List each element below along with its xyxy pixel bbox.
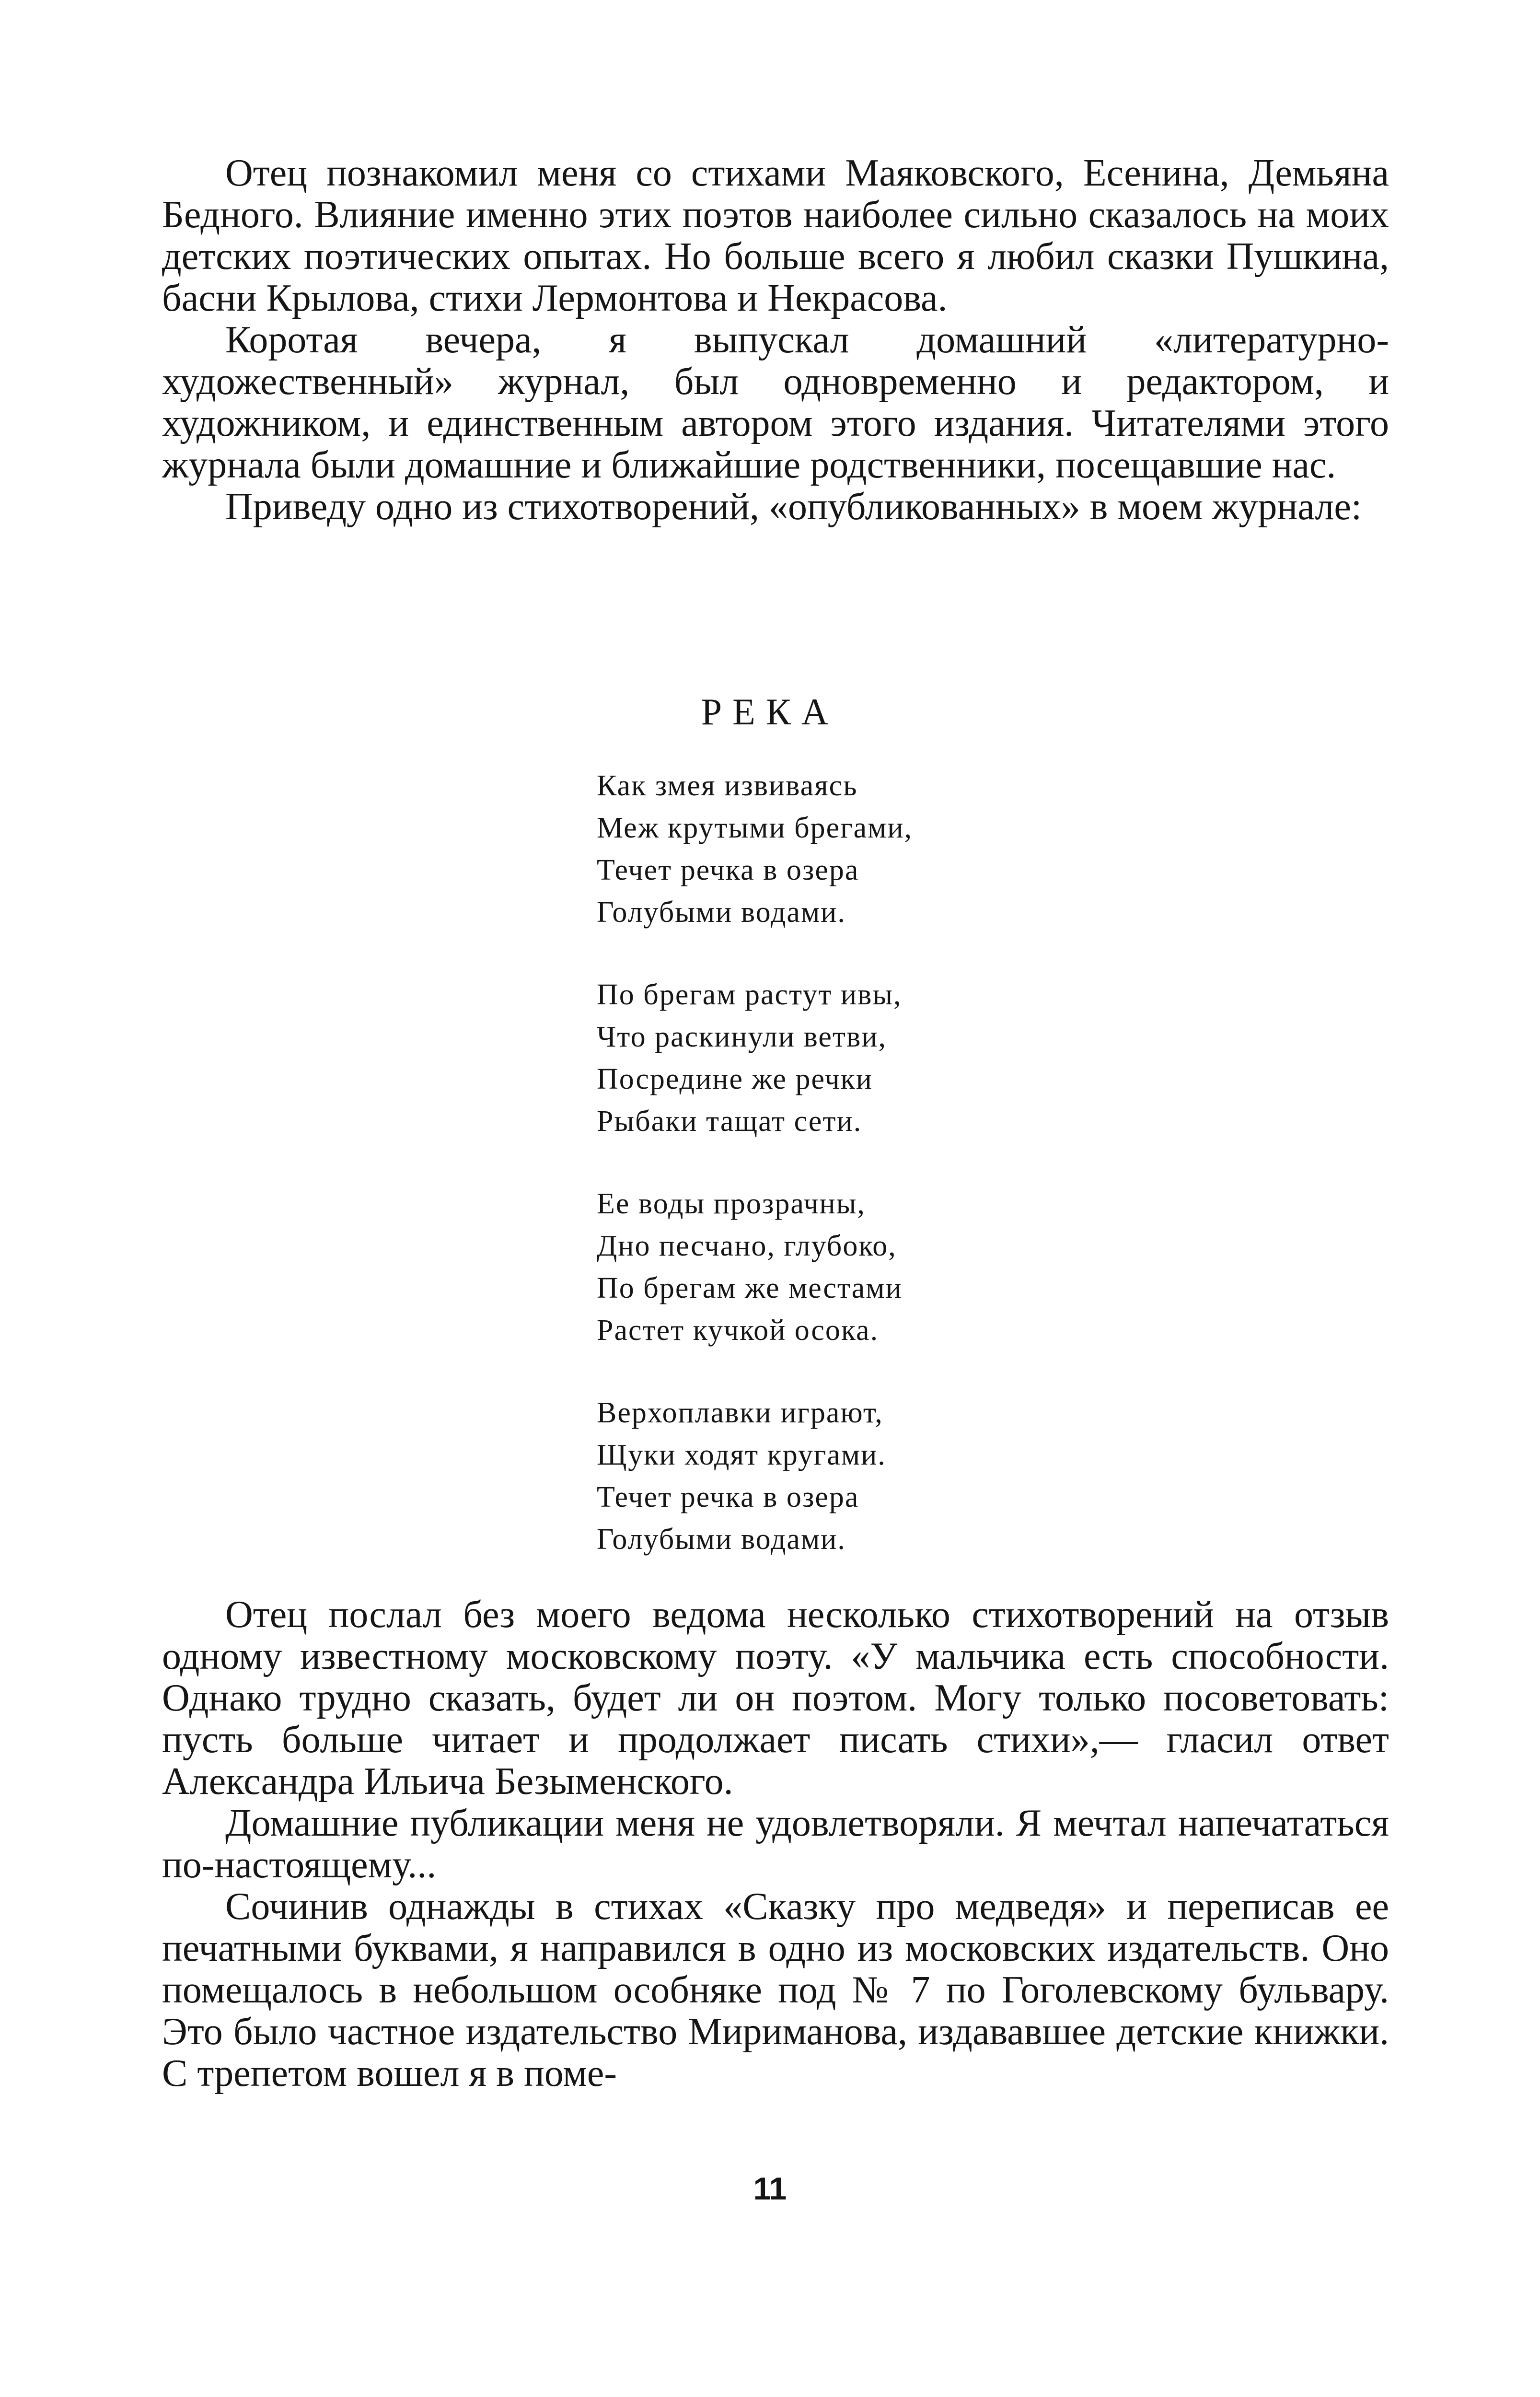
paragraph: Коротая вечера, я выпускал домашний «литературно-художественный» журнал, был одновременно и редактором, и художником, и единственным автором этого издания. Читателями этого журнала были домашние и ближайшие родственники, посещавшие нас. [162, 319, 1389, 486]
poem-line: Голубыми водами. [597, 896, 846, 929]
prose-block-bottom [162, 1594, 1389, 2094]
poem-line: Рыбаки тащат сети. [597, 1105, 862, 1138]
poem-stanza [597, 765, 1172, 933]
poem-line: Верхоплавки играют, [597, 1396, 883, 1429]
poem-stanza [597, 974, 1172, 1142]
paragraph: Приведу одно из стихотворений, «опубликованных» в моем журнале: [225, 486, 1362, 528]
poem-stanza [597, 1183, 1172, 1351]
poem-line: Щуки ходят кругами. [597, 1439, 886, 1471]
paragraph: Сочинив однажды в стихах «Сказку про медведя» и переписав ее печатными буквами, я направился в одно из московских издательств. Оно помещалось в небольшом особняке под № 7 по Гоголевскому бульвару. Это было частное издательство Мириманова, издававшее детские книжки. С трепетом вошел я в поме- [162, 1885, 1389, 2094]
poem-line: Течет речка в озера [597, 854, 859, 886]
poem-line: По брегам растут ивы, [597, 978, 902, 1011]
poem-line: По брегам же местами [597, 1272, 903, 1304]
paragraph: Отец послал без моего ведома несколько стихотворений на отзыв одному известному московскому поэту. «У мальчика есть способности. Однако трудно сказать, будет ли он поэтом. Могу только посоветовать: пусть больше читает и продолжает писать стихи»,— гласил ответ Александра Ильича Безыменского. [162, 1594, 1389, 1803]
poem-line: Что раскинули ветви, [597, 1021, 887, 1053]
poem-line: Меж крутыми брегами, [597, 812, 913, 844]
poem-title: РЕКА [701, 691, 839, 733]
paragraph: Отец познакомил меня со стихами Маяковского, Есенина, Демьяна Бедного. Влияние именно этих поэтов наиболее сильно сказалось на моих детских поэтических опытах. Но больше всего я любил сказки Пушкина, басни Крылова, стихи Лермонтова и Некрасова. [162, 152, 1389, 319]
paragraph: Домашние публикации меня не удовлетворяли. Я мечтал напечататься по-настоящему... [162, 1802, 1389, 1886]
poem-line: Как змея извиваясь [597, 769, 858, 802]
prose-block-top [162, 152, 1389, 528]
poem-line: Растет кучкой осока. [597, 1314, 879, 1347]
poem-stanza [597, 1392, 1172, 1560]
poem-line: Голубыми водами. [597, 1523, 846, 1556]
poem-line: Ее воды прозрачны, [597, 1187, 866, 1220]
poem-line: Дно песчано, глубоко, [597, 1230, 897, 1262]
poem [597, 765, 1172, 1560]
poem-line: Посредине же речки [597, 1063, 873, 1095]
poem-line: Течет речка в озера [597, 1481, 859, 1513]
page-number: 11 [753, 2171, 787, 2206]
